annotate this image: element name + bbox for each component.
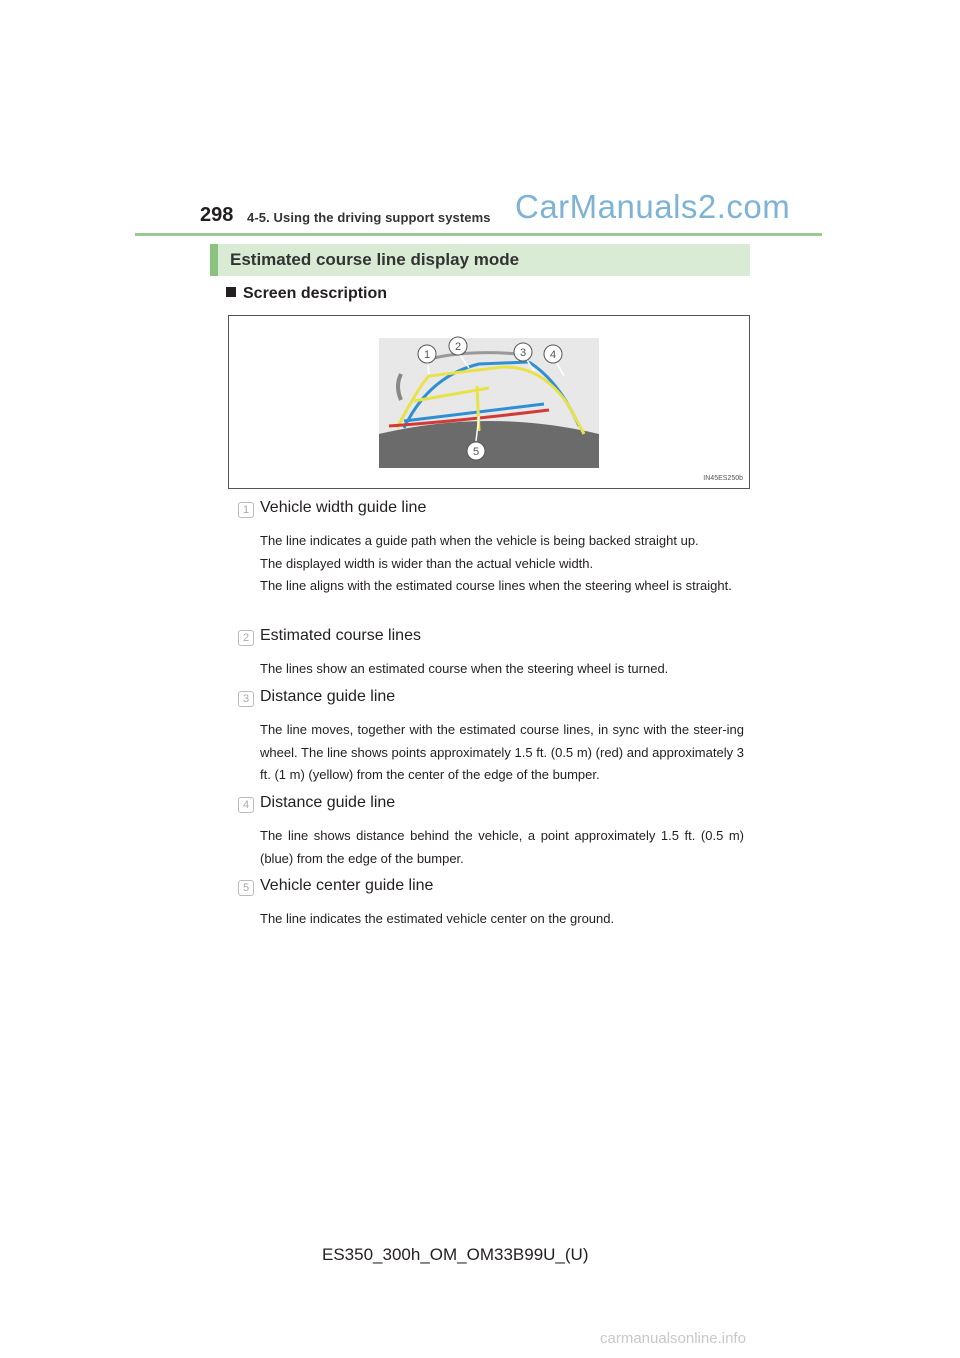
subheading: [226, 285, 387, 303]
item-title: Vehicle width guide line: [260, 499, 427, 516]
callout-label: 2: [454, 341, 462, 353]
item-title: Estimated course lines: [260, 627, 421, 644]
callout-label: 5: [472, 446, 480, 458]
bumper-area: [379, 421, 599, 468]
page-number: 298: [200, 204, 234, 226]
desc-line: The line indicates the estimated vehicle center on the ground.: [260, 911, 615, 926]
camera-screen-figure: [228, 315, 750, 489]
desc-line: The displayed width is wider than the actual vehicle width.: [260, 555, 594, 571]
desc-line: The line aligns with the estimated course lines when the steering wheel is straight.: [260, 578, 732, 593]
item-description: [260, 825, 744, 870]
section-banner: [210, 244, 750, 276]
item-number: 2: [238, 630, 254, 646]
item-title: Distance guide line: [260, 794, 396, 811]
item-title: Distance guide line: [260, 688, 396, 705]
item-description: [260, 530, 744, 598]
item-description: [260, 719, 744, 787]
footer-model-code: ES350_300h_OM_OM33B99U_(U): [322, 1245, 589, 1264]
subheading-text: Screen description: [243, 285, 388, 302]
callout-label: 4: [549, 349, 557, 361]
desc-line: The lines show an estimated course when the steering wheel is turned.: [260, 661, 669, 676]
square-bullet-icon: [226, 287, 236, 297]
section-header: 4-5. Using the driving support systems: [247, 210, 491, 225]
camera-illustration: [229, 316, 749, 488]
item-description: [260, 658, 744, 681]
header-divider: [135, 233, 822, 236]
item-number: 3: [238, 691, 254, 707]
item-title: Vehicle center guide line: [260, 877, 434, 894]
figure-code: IN45ES250b: [703, 475, 743, 482]
item-number: 1: [238, 502, 254, 518]
item-description: [260, 908, 744, 931]
item-number: 4: [238, 797, 254, 813]
desc-line: The line shows distance behind the vehicle, a point approximately 1.5 ft. (0.5 m) (blue) from the edge of the bumper.: [260, 828, 744, 866]
callout-label: 1: [423, 349, 431, 361]
item-number: 5: [238, 880, 254, 896]
desc-line: The line moves, together with the estimated course lines, in sync with the steer-ing wheel. The line shows points approximately 1.5 ft. (0.5 m) (red) and approximately 3 ft. (1 m) (yellow) from the center of the edge of the bumper.: [260, 722, 744, 782]
footer-watermark[interactable]: carmanualsonline.info: [600, 1330, 746, 1347]
watermark-logo[interactable]: CarManuals2.com: [515, 188, 791, 225]
callout-label: 3: [519, 347, 527, 359]
banner-title: Estimated course line display mode: [230, 250, 520, 269]
desc-line: The line indicates a guide path when the vehicle is being backed straight up.: [260, 533, 699, 548]
